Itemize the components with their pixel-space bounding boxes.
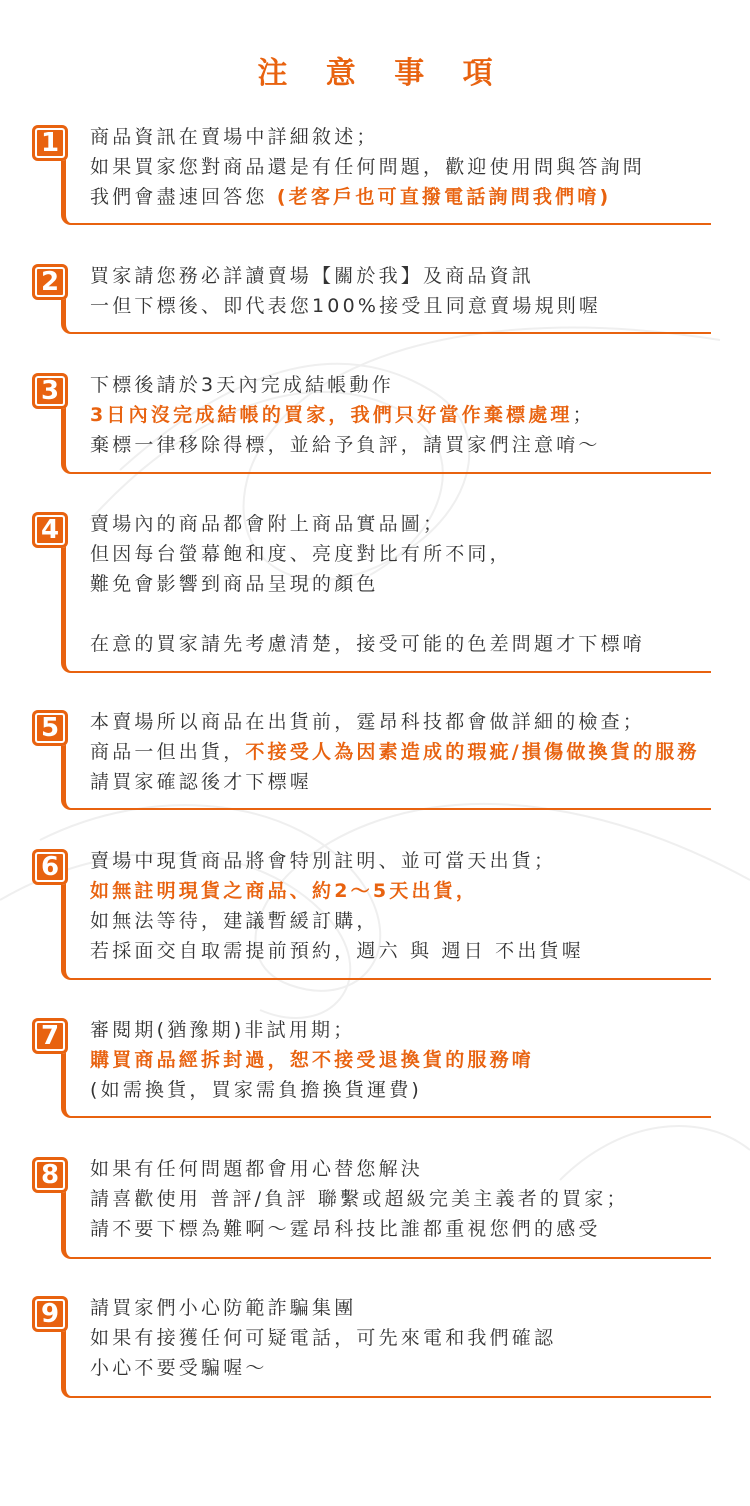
item-text <box>90 509 645 659</box>
body-text: 商品資訊在賣場中詳細敘述； <box>90 126 379 148</box>
item-line <box>90 509 645 539</box>
item-line <box>90 1045 534 1075</box>
notice-item-3 <box>32 373 706 474</box>
body-text: 難免會影響到商品呈現的顏色 <box>90 573 379 595</box>
body-text: 下標後請於3天內完成結帳動作 <box>90 374 394 396</box>
body-text: 若採面交自取需提前預約，週六 與 週日 不出貨喔 <box>90 940 584 962</box>
body-text: 如果有接獲任何可疑電話，可先來電和我們確認 <box>90 1327 557 1349</box>
body-text: 小心不要受騙喔～ <box>90 1357 268 1379</box>
notice-item-4 <box>32 512 706 673</box>
item-line <box>90 122 645 152</box>
item-text <box>90 707 700 797</box>
item-number-badge: 7 <box>32 1018 68 1054</box>
item-number-badge: 1 <box>32 125 68 161</box>
item-line <box>90 539 645 569</box>
highlight-text: 不接受人為因素造成的瑕疵/損傷做換貨的服務 <box>245 741 700 763</box>
item-line <box>90 767 700 797</box>
item-line <box>90 1293 556 1323</box>
body-text: 審閱期(猶豫期)非試用期； <box>90 1019 356 1041</box>
highlight-text: 3日內沒完成結帳的買家，我們只好當作棄標處理 <box>90 404 573 426</box>
item-line <box>90 1353 556 1383</box>
item-text <box>90 370 601 460</box>
item-number-badge: 2 <box>32 264 68 300</box>
item-line <box>90 430 601 460</box>
item-text <box>90 1293 556 1383</box>
body-text: 請買家們小心防範詐騙集團 <box>90 1297 357 1319</box>
notice-item-1 <box>32 125 706 225</box>
notice-item-6 <box>32 849 706 980</box>
body-text: (如需換貨，買家需負擔換貨運費) <box>90 1079 423 1101</box>
item-line <box>90 400 601 430</box>
item-text <box>90 846 584 966</box>
item-line <box>90 370 601 400</box>
body-text: 請買家確認後才下標喔 <box>90 771 313 793</box>
item-line <box>90 1154 629 1184</box>
body-text: 一但下標後、即代表您100%接受且同意賣場規則喔 <box>90 295 602 317</box>
highlight-text: 如無註明現貨之商品、約2～5天出貨， <box>90 880 479 902</box>
body-text: 賣場中現貨商品將會特別註明、並可當天出貨； <box>90 850 557 872</box>
body-text: 我們會盡速回答您 <box>90 186 277 208</box>
item-line <box>90 569 645 599</box>
body-text: 在意的買家請先考慮清楚，接受可能的色差問題才下標唷 <box>90 633 646 655</box>
item-line <box>90 876 584 906</box>
item-line <box>90 906 584 936</box>
item-text <box>90 1154 629 1244</box>
item-line <box>90 629 645 659</box>
item-line <box>90 261 601 291</box>
item-line <box>90 936 584 966</box>
notice-item-7 <box>32 1018 706 1118</box>
item-line <box>90 152 645 182</box>
item-line <box>90 846 584 876</box>
body-text: 棄標一律移除得標，並給予負評，請買家們注意唷～ <box>90 434 601 456</box>
body-text: 如果有任何問題都會用心替您解決 <box>90 1158 424 1180</box>
item-line <box>90 707 700 737</box>
notice-item-9 <box>32 1296 706 1398</box>
body-text: 但因每台螢幕飽和度、亮度對比有所不同， <box>90 543 512 565</box>
body-text: 賣場內的商品都會附上商品實品圖； <box>90 513 446 535</box>
item-line <box>90 1184 629 1214</box>
item-text <box>90 122 645 212</box>
body-text: 本賣場所以商品在出貨前，霆昂科技都會做詳細的檢查； <box>90 711 646 733</box>
highlight-text: 購買商品經拆封過，恕不接受退換貨的服務唷 <box>90 1049 535 1071</box>
notice-item-8 <box>32 1157 706 1259</box>
item-line <box>90 182 645 212</box>
item-number-badge: 5 <box>32 710 68 746</box>
item-number-badge: 3 <box>32 373 68 409</box>
item-line <box>90 599 645 629</box>
body-text: 請喜歡使用 普評/負評 聯繫或超級完美主義者的買家； <box>90 1188 629 1210</box>
item-line <box>90 1075 534 1105</box>
item-number-badge: 4 <box>32 512 68 548</box>
body-text: 買家請您務必詳讀賣場【關於我】及商品資訊 <box>90 265 535 287</box>
item-line <box>90 737 700 767</box>
item-number-badge: 9 <box>32 1296 68 1332</box>
body-text: 如果買家您對商品還是有任何問題，歡迎使用問與答詢問 <box>90 156 646 178</box>
item-line <box>90 1214 629 1244</box>
body-text: 請不要下標為難啊～霆昂科技比誰都重視您們的感受 <box>90 1218 601 1240</box>
item-line <box>90 1015 534 1045</box>
highlight-text: (老客戶也可直撥電話詢問我們唷) <box>276 186 612 208</box>
body-text: ； <box>572 404 595 426</box>
item-text <box>90 1015 534 1105</box>
body-text: 如無法等待，建議暫緩訂購， <box>90 910 379 932</box>
notice-item-5 <box>32 710 706 810</box>
item-line <box>90 291 601 321</box>
item-line <box>90 1323 556 1353</box>
item-number-badge: 8 <box>32 1157 68 1193</box>
item-text <box>90 261 601 321</box>
body-text: 商品一但出貨， <box>90 741 246 763</box>
page-title: 注 意 事 項 <box>257 56 507 91</box>
item-number-badge: 6 <box>32 849 68 885</box>
notice-item-2 <box>32 264 706 334</box>
